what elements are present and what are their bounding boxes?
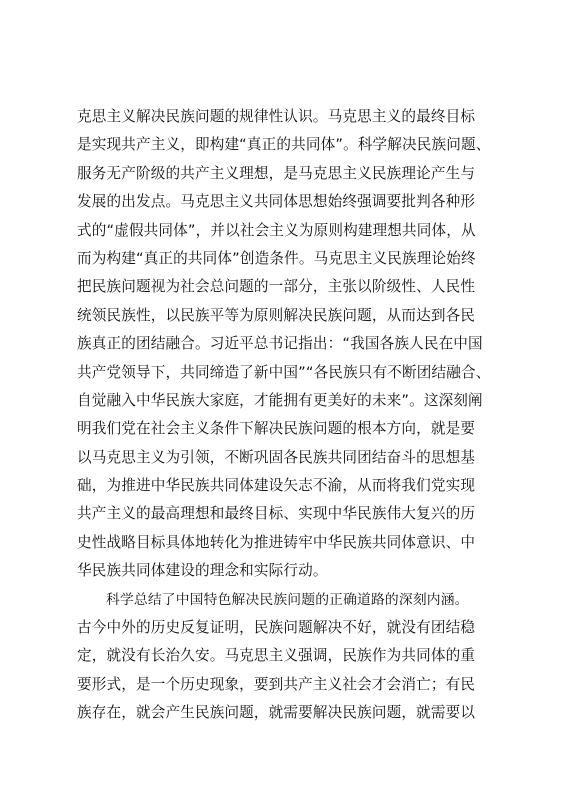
text-line: 服务无产阶级的共产主义理想，是马克思主义民族理论产生与 <box>77 164 476 182</box>
text-line: 共产主义的最高理想和最终目标、实现中华民族伟大复兴的历 <box>77 505 476 523</box>
text-line: 定，就没有长治久安。马克思主义强调，民族作为共同体的重 <box>77 647 476 665</box>
text-line: 华民族共同体建设的理念和实际行动。 <box>77 562 328 580</box>
text-line: 古今中外的历史反复证明，民族问题解决不好，就没有团结稳 <box>77 619 476 637</box>
text-line: 克思主义解决民族问题的规律性认识。马克思主义的最终目标 <box>77 108 476 125</box>
text-line: 要形式，是一个历史现象，要到共产主义社会才会消亡；有民 <box>77 675 476 693</box>
text-line: 史性战略目标具体地转化为推进铸牢中华民族共同体意识、中 <box>77 533 476 551</box>
text-line: 以马克思主义为引领，不断巩固各民族共同团结奋斗的思想基 <box>77 448 476 466</box>
text-line: 统领民族性，以民族平等为原则解决民族问题，从而达到各民 <box>77 306 476 324</box>
body-text <box>77 103 497 728</box>
text-line: 础，为推进中华民族共同体建设矢志不渝，从而将我们党实现 <box>77 477 476 495</box>
text-line: 自觉融入中华民族大家庭，才能拥有更美好的未来”。这深刻阐 <box>77 391 483 409</box>
text-line: 是实现共产主义，即构建“真正的共同体”。科学解决民族问题、 <box>77 136 491 154</box>
text-line: 明我们党在社会主义条件下解决民族问题的根本方向，就是要 <box>77 420 476 438</box>
text-line: 共产党领导下，共同缔造了新中国”“各民族只有不断团结融合、 <box>77 363 491 381</box>
text-line: 而为构建“真正的共同体”创造条件。马克思主义民族理论始终 <box>77 249 476 267</box>
paragraph-first-line: 科学总结了中国特色解决民族问题的正确道路的深刻内涵。 <box>106 591 469 608</box>
text-line: 式的“虚假共同体”，并以社会主义为原则构建理想共同体，从 <box>77 221 476 239</box>
text-line: 把民族问题视为社会总问题的一部分，主张以阶级性、人民性 <box>77 278 476 296</box>
text-line: 族真正的团结融合。习近平总书记指出：“我国各族人民在中国 <box>77 335 483 353</box>
text-line: 发展的出发点。马克思主义共同体思想始终强调要批判各种形 <box>77 193 476 211</box>
text-line: 族存在，就会产生民族问题，就需要解决民族问题，就需要以 <box>77 704 476 722</box>
